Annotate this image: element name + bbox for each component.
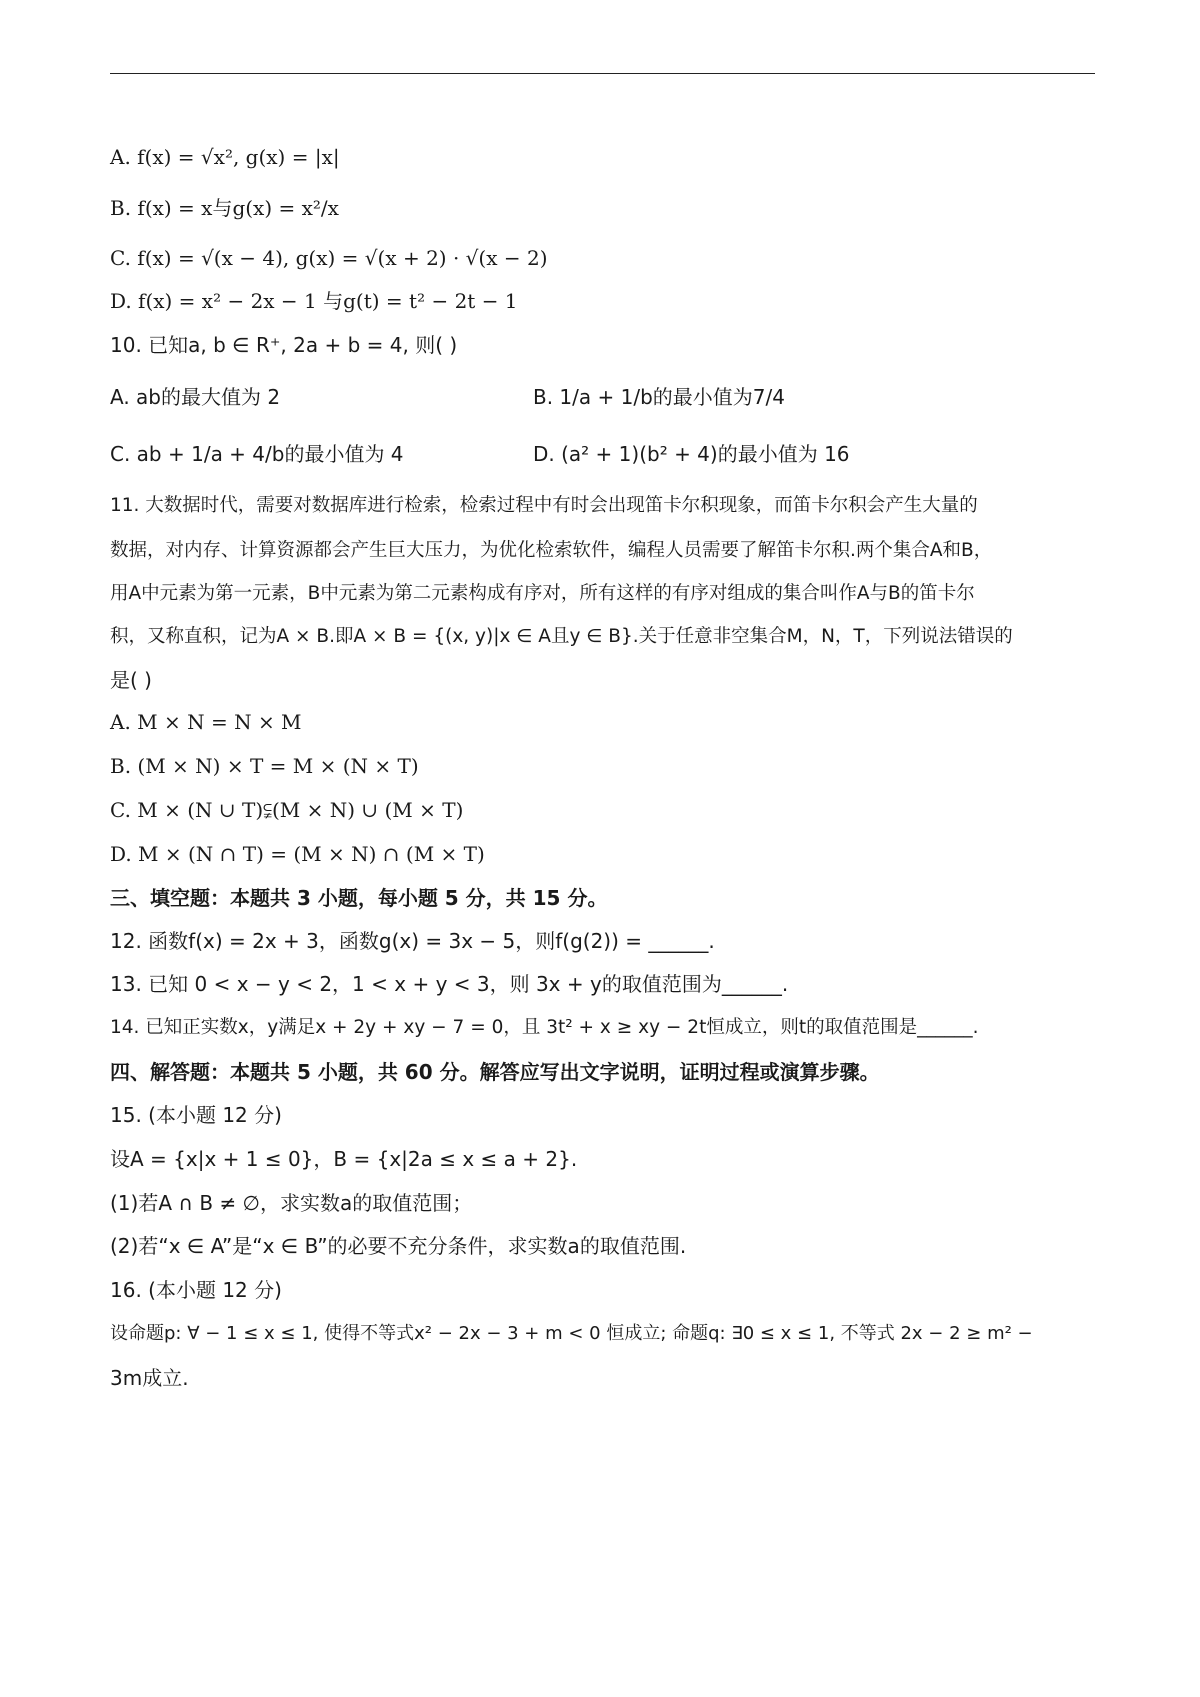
q10-option-d: D. (a² + 1)(b² + 4)的最小值为 16 bbox=[533, 442, 850, 466]
q11-option-d: D. M × (N ∩ T) = (M × N) ∩ (M × T) bbox=[110, 842, 485, 866]
q10-option-b: B. 1/a + 1/b的最小值为7/4 bbox=[533, 385, 785, 409]
q13: 13. 已知 0 < x − y < 2，1 < x + y < 3，则 3x + y的取值范围为______. bbox=[110, 972, 789, 996]
q11-stem-line4: 积，又称直积，记为A × B.即A × B = {(x, y)|x ∈ A且y ∈ B}.关于任意非空集合M，N，T，下列说法错误的 bbox=[110, 626, 1013, 647]
q11-option-c: C. M × (N ∪ T)⫋(M × N) ∪ (M × T) bbox=[110, 798, 464, 822]
q11-option-a: A. M × N = N × M bbox=[110, 710, 302, 734]
q9-option-b: B. f(x) = x与g(x) = x²/x bbox=[110, 196, 339, 220]
q16-stem-line1: 设命题p: ∀ − 1 ≤ x ≤ 1, 使得不等式x² − 2x − 3 + m < 0 恒成立; 命题q: ∃0 ≤ x ≤ 1, 不等式 2x − 2 ≥ m² − bbox=[110, 1323, 1033, 1344]
q9-option-c: C. f(x) = √(x − 4), g(x) = √(x + 2) · √(x − 2) bbox=[110, 246, 548, 270]
q10-option-a: A. ab的最大值为 2 bbox=[110, 385, 281, 409]
q11-stem-line1: 11. 大数据时代，需要对数据库进行检索，检索过程中有时会出现笛卡尔积现象，而笛卡尔积会产生大量的 bbox=[110, 495, 978, 516]
q15-part2: (2)若“x ∈ A”是“x ∈ B”的必要不充分条件，求实数a的取值范围. bbox=[110, 1234, 687, 1258]
q16-header: 16. (本小题 12 分) bbox=[110, 1278, 282, 1302]
q11-option-b: B. (M × N) × T = M × (N × T) bbox=[110, 754, 419, 778]
q15-part1: (1)若A ∩ B ≠ ∅，求实数a的取值范围； bbox=[110, 1191, 473, 1215]
q10-stem: 10. 已知a, b ∈ R⁺, 2a + b = 4, 则( ) bbox=[110, 333, 458, 357]
q14: 14. 已知正实数x，y满足x + 2y + xy − 7 = 0，且 3t² + x ≥ xy − 2t恒成立，则t的取值范围是______. bbox=[110, 1017, 979, 1038]
header-rule bbox=[110, 73, 1095, 74]
q9-option-a: A. f(x) = √x², g(x) = |x| bbox=[110, 145, 340, 169]
q9-option-d: D. f(x) = x² − 2x − 1 与g(t) = t² − 2t − 1 bbox=[110, 289, 518, 313]
q11-stem-line2: 数据，对内存、计算资源都会产生巨大压力，为优化检索软件，编程人员需要了解笛卡尔积.两个集合A和B， bbox=[110, 540, 993, 561]
q11-stem-line5: 是( ) bbox=[110, 668, 152, 692]
q16-stem-line2: 3m成立. bbox=[110, 1366, 189, 1390]
q15-stem: 设A = {x|x + 1 ≤ 0}，B = {x|2a ≤ x ≤ a + 2}. bbox=[110, 1147, 578, 1171]
q10-option-c: C. ab + 1/a + 4/b的最小值为 4 bbox=[110, 442, 404, 466]
q15-header: 15. (本小题 12 分) bbox=[110, 1103, 282, 1127]
section-4-heading: 四、解答题：本题共 5 小题，共 60 分。解答应写出文字说明，证明过程或演算步骤。 bbox=[110, 1060, 880, 1084]
section-3-heading: 三、填空题：本题共 3 小题，每小题 5 分，共 15 分。 bbox=[110, 886, 608, 910]
q11-stem-line3: 用A中元素为第一元素，B中元素为第二元素构成有序对，所有这样的有序对组成的集合叫作A与B的笛卡尔 bbox=[110, 583, 975, 604]
q12: 12. 函数f(x) = 2x + 3，函数g(x) = 3x − 5，则f(g(2)) = ______. bbox=[110, 929, 715, 953]
